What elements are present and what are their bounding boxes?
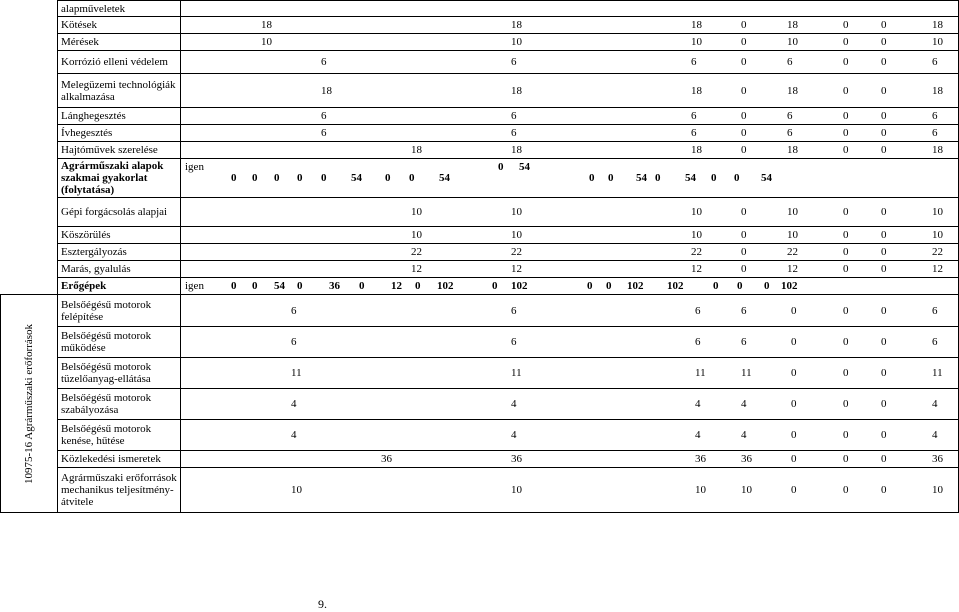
cell-value: 6 <box>741 336 747 348</box>
cell-value: 0 <box>297 172 303 184</box>
cell-value: 0 <box>655 172 661 184</box>
cell-value: 10 <box>932 229 943 241</box>
cell-value: 22 <box>787 246 798 258</box>
row-values <box>181 358 959 389</box>
cell-value: 10 <box>411 206 422 218</box>
table-row <box>1 159 959 198</box>
row-values <box>181 1 959 17</box>
cell-value: 6 <box>787 127 793 139</box>
cell-value: 0 <box>843 484 849 496</box>
cell-value: 0 <box>492 280 498 292</box>
row-name: Ívhegesztés <box>58 125 181 142</box>
cell-value: 54 <box>439 172 450 184</box>
cell-value: 0 <box>741 246 747 258</box>
cell-value: 4 <box>291 429 297 441</box>
side-label-cell <box>1 295 58 513</box>
cell-value: 12 <box>787 263 798 275</box>
cell-value: 6 <box>932 336 938 348</box>
row-name: Mérések <box>58 34 181 51</box>
cell-value: 6 <box>691 56 697 68</box>
cell-value: 11 <box>291 367 302 379</box>
cell-value: 10 <box>511 206 522 218</box>
cell-value: 22 <box>691 246 702 258</box>
cell-value: 4 <box>695 398 701 410</box>
cell-value: 18 <box>511 19 522 31</box>
cell-value: 4 <box>291 398 297 410</box>
cell-value: 54 <box>636 172 647 184</box>
row-values <box>181 468 959 513</box>
cell-value: 12 <box>511 263 522 275</box>
cell-value: 0 <box>297 280 303 292</box>
row-name: Korrózió elleni védelem <box>58 51 181 74</box>
table-row <box>1 295 959 327</box>
cell-value: 0 <box>881 206 887 218</box>
cell-value: 54 <box>685 172 696 184</box>
row-values <box>181 17 959 34</box>
cell-value: 0 <box>791 336 797 348</box>
row-values <box>181 142 959 159</box>
cell-value: 0 <box>791 304 797 317</box>
side-empty-cell <box>1 227 58 244</box>
row-values <box>181 227 959 244</box>
cell-value: 10 <box>691 229 702 241</box>
cell-value: 0 <box>881 336 887 348</box>
cell-value: 12 <box>691 263 702 275</box>
cell-value: 0 <box>608 172 614 184</box>
cell-value: 4 <box>741 398 747 410</box>
cell-value: 0 <box>589 172 595 184</box>
cell-value: 0 <box>843 336 849 348</box>
row-name: Agrárműszaki alapok szakmai gyakorlat (folytatása) <box>58 159 181 198</box>
row-name: Lánghegesztés <box>58 108 181 125</box>
cell-value: 54 <box>761 172 772 184</box>
cell-value: 18 <box>932 144 943 156</box>
cell-value: 0 <box>791 429 797 441</box>
row-name: Erőgépek <box>58 278 181 295</box>
cell-value: 6 <box>321 56 327 68</box>
side-empty-cell <box>1 17 58 34</box>
cell-value: 6 <box>511 56 517 68</box>
cell-value: 10 <box>695 484 706 496</box>
row-values <box>181 278 959 295</box>
cell-value: 0 <box>881 263 887 275</box>
cell-value: 22 <box>411 246 422 258</box>
cell-value: 18 <box>932 19 943 31</box>
cell-value: 0 <box>843 246 849 258</box>
cell-value: 6 <box>932 110 938 122</box>
cell-value: 6 <box>787 110 793 122</box>
row-values <box>181 198 959 227</box>
cell-value: 0 <box>843 398 849 410</box>
table-row <box>1 125 959 142</box>
cell-value: 54 <box>519 161 530 173</box>
cell-value: 6 <box>932 304 938 317</box>
cell-value: 0 <box>881 127 887 139</box>
table-row <box>1 389 959 420</box>
cell-value: 0 <box>881 229 887 241</box>
side-empty-cell <box>1 261 58 278</box>
cell-value: 18 <box>691 144 702 156</box>
cell-value: 10 <box>261 36 272 48</box>
cell-value: 36 <box>741 453 752 465</box>
table-row <box>1 51 959 74</box>
cell-value: 36 <box>381 453 392 465</box>
cell-value: 10 <box>787 229 798 241</box>
cell-value: 0 <box>741 127 747 139</box>
cell-value: 0 <box>359 280 365 292</box>
cell-value: 0 <box>741 19 747 31</box>
cell-value: 0 <box>843 206 849 218</box>
cell-value: 0 <box>741 56 747 68</box>
cell-value: 4 <box>741 429 747 441</box>
table-row <box>1 198 959 227</box>
table-row <box>1 74 959 108</box>
row-name: Közlekedési ismeretek <box>58 451 181 468</box>
cell-value: 10 <box>511 36 522 48</box>
cell-value: 10 <box>511 229 522 241</box>
cell-value: 10 <box>691 36 702 48</box>
cell-value: 36 <box>932 453 943 465</box>
cell-value: 102 <box>511 280 528 292</box>
page-number: 9. <box>318 597 327 611</box>
row-name: Marás, gyalulás <box>58 261 181 278</box>
cell-value: 6 <box>291 336 297 348</box>
cell-value: 18 <box>511 144 522 156</box>
table-row <box>1 1 959 17</box>
yes-mark: igen <box>185 280 204 292</box>
cell-value: 0 <box>881 484 887 496</box>
cell-value: 0 <box>881 84 887 97</box>
row-name: Belsőégésű motorok szabályozása <box>58 389 181 420</box>
cell-value: 4 <box>932 429 938 441</box>
cell-value: 0 <box>252 172 258 184</box>
side-empty-cell <box>1 198 58 227</box>
cell-value: 10 <box>411 229 422 241</box>
cell-value: 102 <box>667 280 684 292</box>
cell-value: 0 <box>843 304 849 317</box>
side-empty-cell <box>1 1 58 17</box>
cell-value: 0 <box>587 280 593 292</box>
cell-value: 6 <box>691 110 697 122</box>
cell-value: 6 <box>511 110 517 122</box>
cell-value: 18 <box>321 84 332 97</box>
cell-value: 0 <box>881 246 887 258</box>
cell-value: 0 <box>843 84 849 97</box>
cell-value: 36 <box>329 280 340 292</box>
cell-value: 12 <box>411 263 422 275</box>
cell-value: 36 <box>511 453 522 465</box>
cell-value: 0 <box>734 172 740 184</box>
cell-value: 0 <box>231 280 237 292</box>
cell-value: 6 <box>511 336 517 348</box>
cell-value: 0 <box>843 453 849 465</box>
row-name: Belsőégésű motorok tüzelőanyag-ellátása <box>58 358 181 389</box>
cell-value: 6 <box>741 304 747 317</box>
cell-value: 102 <box>627 280 644 292</box>
row-values <box>181 451 959 468</box>
cell-value: 0 <box>415 280 421 292</box>
cell-value: 6 <box>787 56 793 68</box>
cell-value: 11 <box>741 367 752 379</box>
table-row <box>1 468 959 513</box>
cell-value: 18 <box>691 84 702 97</box>
row-name: Belsőégésű motorok felépítése <box>58 295 181 327</box>
cell-value: 0 <box>881 398 887 410</box>
cell-value: 102 <box>437 280 454 292</box>
cell-value: 6 <box>932 127 938 139</box>
module-side-label: 10975-16 Agrárműszaki erőforrások <box>23 323 35 484</box>
cell-value: 0 <box>741 206 747 218</box>
cell-value: 18 <box>691 19 702 31</box>
cell-value: 4 <box>511 398 517 410</box>
cell-value: 10 <box>741 484 752 496</box>
side-empty-cell <box>1 142 58 159</box>
row-name: Melegüzemi technológiák alkalmazása <box>58 74 181 108</box>
table-row <box>1 108 959 125</box>
cell-value: 12 <box>932 263 943 275</box>
cell-value: 10 <box>787 206 798 218</box>
cell-value: 0 <box>741 229 747 241</box>
table-row <box>1 34 959 51</box>
cell-value: 0 <box>843 144 849 156</box>
row-values <box>181 34 959 51</box>
cell-value: 18 <box>787 144 798 156</box>
table-row <box>1 142 959 159</box>
table-row <box>1 261 959 278</box>
cell-value: 54 <box>351 172 362 184</box>
cell-value: 0 <box>843 36 849 48</box>
row-name: Esztergályozás <box>58 244 181 261</box>
cell-value: 6 <box>691 127 697 139</box>
row-values <box>181 244 959 261</box>
cell-value: 10 <box>691 206 702 218</box>
side-empty-cell <box>1 125 58 142</box>
cell-value: 0 <box>881 429 887 441</box>
row-values <box>181 125 959 142</box>
cell-value: 0 <box>881 110 887 122</box>
cell-value: 0 <box>385 172 391 184</box>
cell-value: 0 <box>764 280 770 292</box>
cell-value: 6 <box>695 304 701 317</box>
row-values <box>181 261 959 278</box>
row-name: Gépi forgácsolás alapjai <box>58 198 181 227</box>
cell-value: 102 <box>781 280 798 292</box>
cell-value: 11 <box>511 367 522 379</box>
cell-value: 0 <box>843 19 849 31</box>
side-empty-cell <box>1 159 58 198</box>
cell-value: 0 <box>741 144 747 156</box>
cell-value: 10 <box>787 36 798 48</box>
yes-mark: igen <box>185 161 204 173</box>
cell-value: 0 <box>737 280 743 292</box>
row-values <box>181 295 959 327</box>
cell-value: 0 <box>791 484 797 496</box>
table-row <box>1 358 959 389</box>
cell-value: 0 <box>881 36 887 48</box>
table-row <box>1 244 959 261</box>
table-row <box>1 17 959 34</box>
cell-value: 0 <box>741 36 747 48</box>
cell-value: 6 <box>291 304 297 317</box>
cell-value: 0 <box>231 172 237 184</box>
cell-value: 0 <box>606 280 612 292</box>
row-name: Belsőégésű motorok működése <box>58 327 181 358</box>
cell-value: 0 <box>881 304 887 317</box>
cell-value: 54 <box>274 280 285 292</box>
row-name: Hajtóművek szerelése <box>58 142 181 159</box>
cell-value: 6 <box>321 110 327 122</box>
cell-value: 36 <box>695 453 706 465</box>
cell-value: 4 <box>695 429 701 441</box>
cell-value: 0 <box>791 367 797 379</box>
cell-value: 18 <box>787 19 798 31</box>
cell-value: 6 <box>511 304 517 317</box>
row-values <box>181 108 959 125</box>
row-name: Köszörülés <box>58 227 181 244</box>
cell-value: 18 <box>411 144 422 156</box>
cell-value: 0 <box>881 367 887 379</box>
cell-value: 0 <box>843 110 849 122</box>
cell-value: 0 <box>843 263 849 275</box>
cell-value: 0 <box>741 110 747 122</box>
cell-value: 6 <box>695 336 701 348</box>
cell-value: 0 <box>843 367 849 379</box>
row-name: Belsőégésű motorok kenése, hűtése <box>58 420 181 451</box>
cell-value: 10 <box>291 484 302 496</box>
cell-value: 0 <box>881 19 887 31</box>
cell-value: 18 <box>261 19 272 31</box>
cell-value: 0 <box>409 172 415 184</box>
cell-value: 10 <box>511 484 522 496</box>
cell-value: 22 <box>511 246 522 258</box>
cell-value: 6 <box>511 127 517 139</box>
cell-value: 6 <box>932 56 938 68</box>
cell-value: 0 <box>843 229 849 241</box>
cell-value: 0 <box>881 453 887 465</box>
cell-value: 0 <box>252 280 258 292</box>
row-name: Kötések <box>58 17 181 34</box>
cell-value: 18 <box>787 84 798 97</box>
cell-value: 0 <box>843 429 849 441</box>
table-row <box>1 227 959 244</box>
side-empty-cell <box>1 278 58 295</box>
table-row <box>1 420 959 451</box>
cell-value: 0 <box>843 56 849 68</box>
row-values <box>181 327 959 358</box>
row-values <box>181 74 959 108</box>
cell-value: 11 <box>695 367 706 379</box>
cell-value: 4 <box>932 398 938 410</box>
row-values <box>181 420 959 451</box>
row-name: Agrárműszaki erőforrások mechanikus teljesítmény-átvitele <box>58 468 181 513</box>
cell-value: 0 <box>791 398 797 410</box>
side-empty-cell <box>1 74 58 108</box>
table-row <box>1 278 959 295</box>
cell-value: 0 <box>791 453 797 465</box>
cell-value: 6 <box>321 127 327 139</box>
side-empty-cell <box>1 34 58 51</box>
cell-value: 12 <box>391 280 402 292</box>
cell-value: 10 <box>932 36 943 48</box>
cell-value: 0 <box>713 280 719 292</box>
row-values <box>181 159 959 198</box>
side-empty-cell <box>1 108 58 125</box>
side-empty-cell <box>1 244 58 261</box>
cell-value: 18 <box>511 84 522 97</box>
cell-value: 0 <box>881 56 887 68</box>
cell-value: 0 <box>741 84 747 97</box>
cell-value: 0 <box>741 263 747 275</box>
row-values <box>181 389 959 420</box>
cell-value: 11 <box>932 367 943 379</box>
table-row <box>1 327 959 358</box>
cell-value: 0 <box>843 127 849 139</box>
side-empty-cell <box>1 51 58 74</box>
cell-value: 18 <box>932 84 943 97</box>
row-name: alapműveletek <box>58 1 181 17</box>
cell-value: 4 <box>511 429 517 441</box>
cell-value: 0 <box>711 172 717 184</box>
cell-value: 0 <box>274 172 280 184</box>
row-values <box>181 51 959 74</box>
table-row <box>1 451 959 468</box>
cell-value: 0 <box>881 144 887 156</box>
cell-value: 0 <box>498 161 504 173</box>
cell-value: 22 <box>932 246 943 258</box>
cell-value: 0 <box>321 172 327 184</box>
cell-value: 10 <box>932 484 943 496</box>
cell-value: 10 <box>932 206 943 218</box>
